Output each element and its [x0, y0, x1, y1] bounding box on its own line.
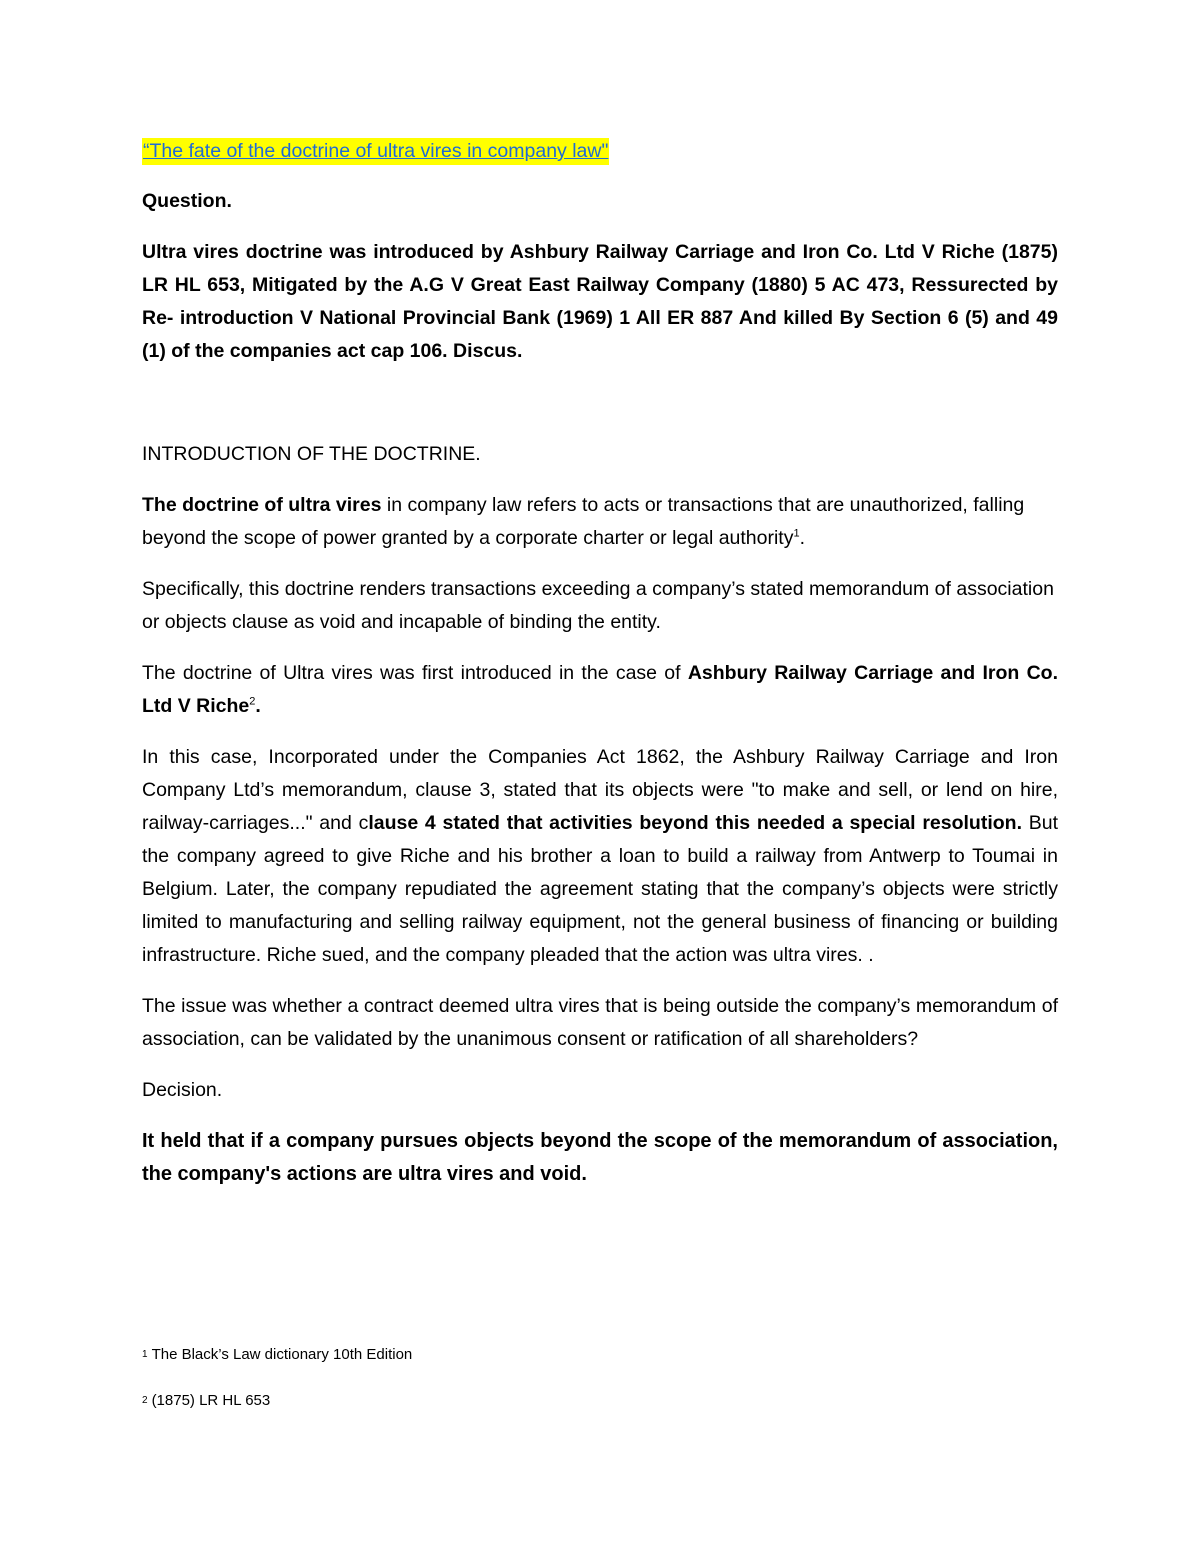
paragraph-issue: The issue was whether a contract deemed ultra vires that is being outside the company’s memorandum of association, can be validated by the unanimous consent or ratification of all shareholders? [142, 995, 1058, 1050]
footnote-1 [142, 1344, 1058, 1366]
paragraph-definition-bold: The doctrine of ultra vires [142, 494, 382, 516]
section-heading: INTRODUCTION OF THE DOCTRINE. [142, 443, 481, 465]
paragraph-specifically: Specifically, this doctrine renders transactions exceeding a company’s stated memorandum of association or objects clause as void and incapable of binding the entity. [142, 578, 1054, 633]
paragraph-first-introduced-text: The doctrine of Ultra vires was first introduced in the case of [142, 662, 688, 684]
question-text: Ultra vires doctrine was introduced by Ashbury Railway Carriage and Iron Co. Ltd V Riche (1875) LR HL 653, Mitigated by the A.G V Great East Railway Company (1880) 5 AC 473, Ressurected by Re- introduction V National Provincial Bank (1969) 1 All ER 887 And killed By Section 6 (5) and 49 (1) of the companies act cap 106. Discus. [142, 241, 1058, 362]
footnote-1-mark: 1 [142, 1349, 148, 1360]
question-label: Question. [142, 190, 232, 212]
paragraph-definition [142, 489, 1058, 555]
footnote-2-text: (1875) LR HL 653 [151, 1392, 271, 1409]
decision-label: Decision. [142, 1079, 223, 1101]
footnote-ref-1[interactable]: 1 [793, 527, 800, 540]
footnote-ref-2[interactable]: 2 [249, 695, 256, 708]
footnote-2 [142, 1390, 1058, 1412]
paragraph-definition-text: in company law refers to acts or transactions that are unauthorized, falling beyond the scope of power granted by a corporate charter or legal authority [142, 494, 1025, 549]
case-name-bold: Ashbury Railway Carriage and Iron Co. Ltd V Riche [142, 662, 1058, 717]
paragraph-first-introduced [142, 657, 1058, 723]
paragraph-definition-end: . [799, 527, 806, 549]
paragraph-case-facts-b: But the company agreed to give Riche and his brother a loan to build a railway from Antwerp to Toumai in Belgium. Later, the company repudiated the agreement stating that the company’s objects were strictly limited to manufacturing and selling railway equipment, not the general business of financing or building infrastructure. Riche sued, and the company pleaded that the action was ultra vires. . [142, 812, 1059, 966]
paragraph-first-introduced-end: . [255, 695, 261, 717]
document-title: “The fate of the doctrine of ultra vires in company law" [142, 138, 609, 165]
footnotes [142, 1344, 1058, 1436]
paragraph-case-facts [142, 741, 1058, 972]
footnote-1-text: The Black’s Law dictionary 10th Edition [151, 1346, 413, 1363]
holding-text: It held that if a company pursues objects beyond the scope of the memorandum of association, the company's actions are ultra vires and void. [142, 1130, 1058, 1185]
footnote-2-mark: 2 [142, 1395, 148, 1406]
paragraph-case-facts-a: In this case, Incorporated under the Companies Act 1862, the Ashbury Railway Carriage and Iron Company Ltd’s memorandum, clause 3, stated that its objects were "to make and sell, or lend on hire, railway-carriages..." and c [142, 746, 1058, 834]
paragraph-case-facts-bold: lause 4 stated that activities beyond this needed a special resolution. [368, 812, 1022, 834]
